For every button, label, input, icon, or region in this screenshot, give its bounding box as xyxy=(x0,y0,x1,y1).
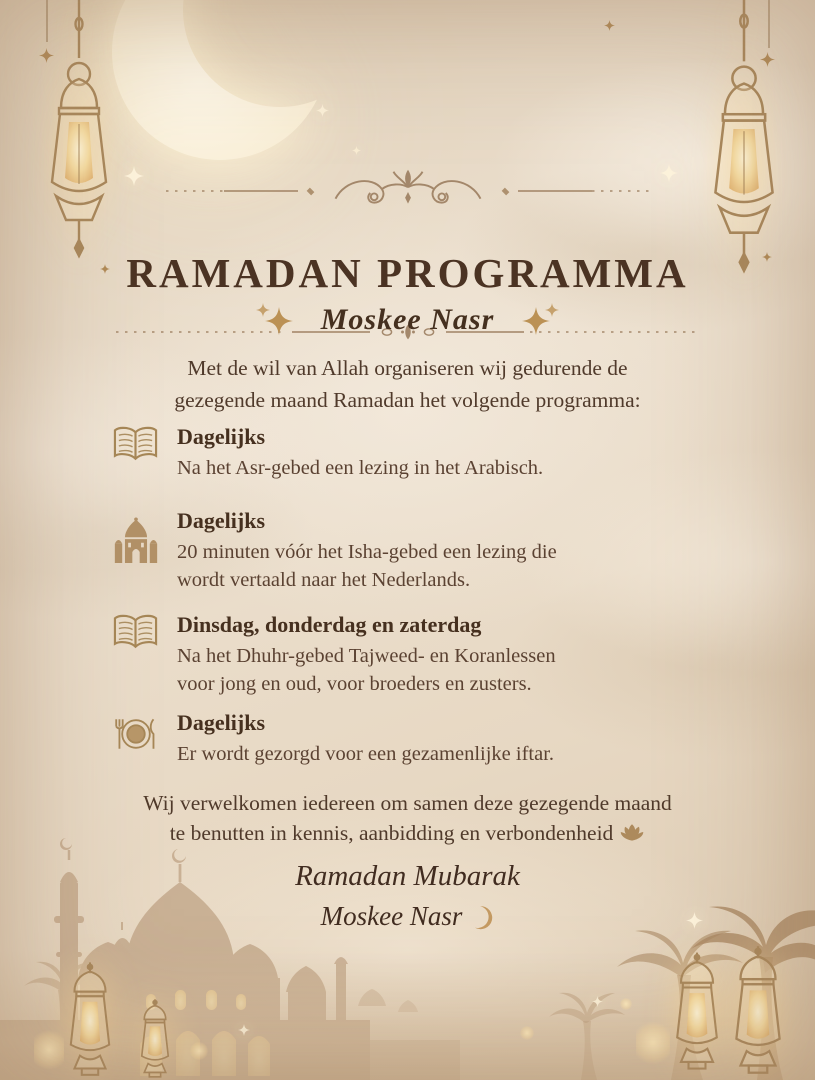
closing-text xyxy=(0,788,815,851)
bokeh-glow xyxy=(190,1042,208,1060)
schedule-item-line: voor jong en oud, voor broeders en zusters. xyxy=(177,673,532,695)
crescent-moon-icon xyxy=(468,903,497,932)
iftar-plate-icon xyxy=(112,710,159,768)
divider-diamond xyxy=(501,187,509,195)
schedule-item-line: 20 minuten vóór het Isha-gebed een lezing die xyxy=(177,541,557,563)
schedule-item-tajweed-lessons xyxy=(112,612,556,698)
subtitle-row xyxy=(0,278,815,362)
schedule-item-line: Er wordt gezorgd voor een gezamenlijke iftar. xyxy=(177,743,555,765)
raised-hands-icon xyxy=(619,824,645,848)
divider-dots xyxy=(592,190,650,192)
sparkle-star-icon xyxy=(316,104,329,117)
standing-lantern-icon xyxy=(58,960,122,1080)
sparkle-star-icon xyxy=(238,1024,250,1036)
intro-line: Met de wil van Allah organiseren wij gedurende de xyxy=(187,356,628,380)
closing-line xyxy=(0,818,815,851)
schedule-item-heading: Dagelijks xyxy=(177,710,265,735)
mosque-icon xyxy=(112,508,159,594)
open-book-icon xyxy=(112,424,159,482)
intro-text xyxy=(0,352,815,416)
schedule-item-heading: Dinsdag, donderdag en zaterdag xyxy=(177,612,482,637)
hanging-lantern-left-icon xyxy=(36,0,122,260)
sparkle-star-icon xyxy=(760,52,775,67)
schedule-item-line: wordt vertaald naar het Nederlands. xyxy=(177,569,471,591)
sparkle-icon xyxy=(520,303,560,337)
divider-line xyxy=(224,190,298,192)
schedule-item-asr-lecture xyxy=(112,424,543,482)
crescent-moon-decoration xyxy=(108,0,348,172)
divider-diamond xyxy=(306,187,314,195)
divider-dots xyxy=(166,190,224,192)
standing-lantern-icon xyxy=(664,950,730,1074)
schedule-item-text xyxy=(177,612,556,698)
small-standing-lantern-icon xyxy=(132,998,178,1080)
schedule-item-line: Na het Asr-gebed een lezing in het Arabisch. xyxy=(177,457,544,479)
flourish-ornament-icon xyxy=(323,162,493,220)
footer-organization xyxy=(0,901,815,932)
candle-glow xyxy=(636,1020,670,1066)
divider-line xyxy=(518,190,592,192)
footer-org-name: Moskee Nasr xyxy=(320,901,463,931)
sparkle-icon xyxy=(255,303,295,337)
sparkle-star-icon xyxy=(604,20,615,31)
poster-title: RAMADAN PROGRAMMA xyxy=(126,250,689,297)
bokeh-glow xyxy=(620,998,632,1010)
footer-greeting: Ramadan Mubarak xyxy=(295,860,520,892)
schedule-item-text xyxy=(177,710,554,768)
schedule-item-text xyxy=(177,508,557,594)
intro-line: gezegende maand Ramadan het volgende programma: xyxy=(174,388,641,412)
hanging-lantern-right-icon xyxy=(698,0,790,275)
schedule-item-text xyxy=(177,424,543,482)
schedule-item-iftar xyxy=(112,710,554,768)
schedule-item-heading: Dagelijks xyxy=(177,508,265,533)
bokeh-glow xyxy=(520,1026,534,1040)
poster-subtitle: Moskee Nasr xyxy=(320,302,495,336)
schedule-item-isha-lecture xyxy=(112,508,557,594)
sparkle-star-icon xyxy=(39,48,54,63)
open-book-icon xyxy=(112,612,159,698)
candle-glow xyxy=(34,1028,64,1072)
ornamental-divider-top xyxy=(0,162,815,220)
standing-lantern-icon xyxy=(722,942,794,1080)
closing-line-text: te benutten in kennis, aanbidding en verbondenheid xyxy=(169,821,614,845)
schedule-item-heading: Dagelijks xyxy=(177,424,265,449)
schedule-item-line: Na het Dhuhr-gebed Tajweed- en Koranlessen xyxy=(177,645,556,667)
sparkle-star-icon xyxy=(592,996,603,1007)
closing-line: Wij verwelkomen iedereen om samen deze gezegende maand xyxy=(143,791,672,815)
sparkle-star-icon xyxy=(352,146,361,155)
